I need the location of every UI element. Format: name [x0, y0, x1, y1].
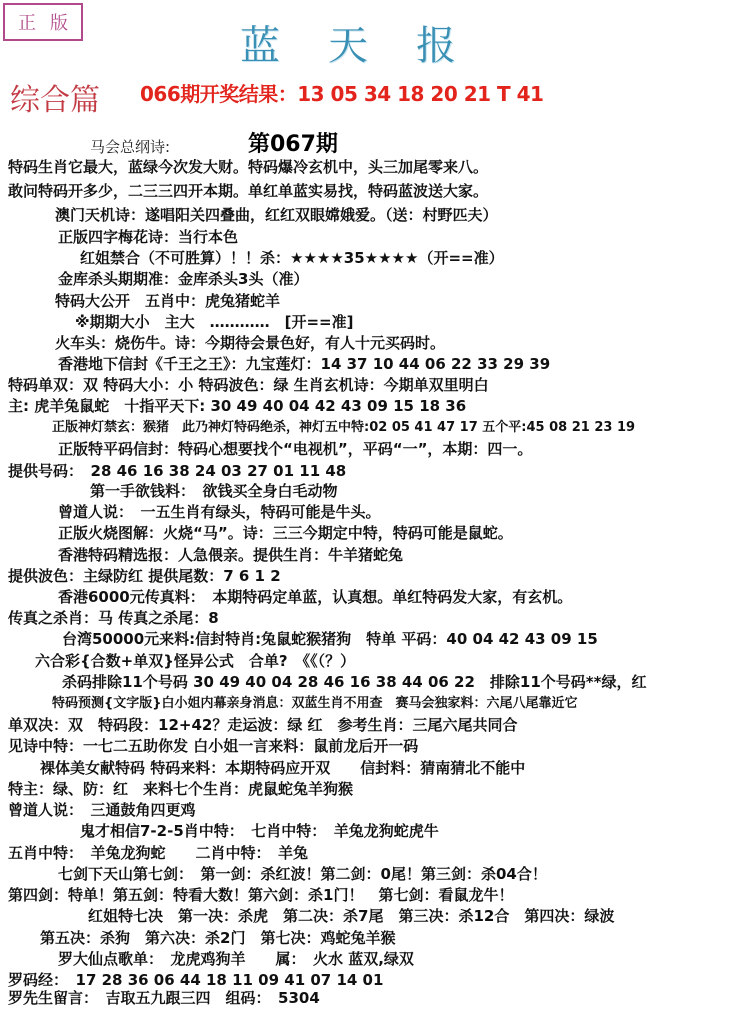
line: 特码大公开 五肖中：虎兔猪蛇羊 — [55, 292, 281, 310]
line: 红姐禁合（不可胜算）！！杀：★★★★35★★★★（开==准） — [80, 249, 504, 267]
line: 红姐特七决 第一决：杀虎 第二决：杀7尾 第三决：杀12合 第四决：绿波 — [88, 907, 615, 925]
line: 曾道人说： 三通鼓角四更鸡 — [8, 801, 196, 819]
line: 见诗中特：一七二五助你发 白小姐一言来料：鼠前龙后开一码 — [8, 737, 419, 755]
line: ※期期大小 主大 ………… [开==准] — [75, 313, 354, 331]
line: 第一手欲钱料： 欲钱买全身白毛动物 — [90, 482, 338, 500]
line: 正版火烧图解：火烧“马”。诗：三三今期定中特，特码可能是鼠蛇。 — [58, 524, 513, 542]
line: 特码预测{文字版}白小姐内幕亲身消息：双蓝生肖不用查 赛马会独家料：六尾八尾靠近它 — [52, 696, 578, 711]
line: 提供号码： 28 46 16 38 24 03 27 01 11 48 — [8, 462, 347, 480]
line: 提供波色：主绿防红 提供尾数：7 6 1 2 — [8, 567, 281, 585]
line: 特主：绿、防：红 来料七个生肖：虎鼠蛇兔羊狗猴 — [8, 780, 354, 798]
line: 裸体美女献特码 特码来料：本期特码应开双 信封料：猜南猜北不能中 — [40, 759, 526, 777]
line: 杀码排除11个号码 30 49 40 04 28 46 16 38 44 06 22 排除11个号码**绿，红 — [62, 673, 647, 691]
line: 香港特码精选报：人急偎亲。提供生肖：牛羊猪蛇兔 — [58, 546, 404, 564]
line: 敢问特码开多少，二三三四开本期。单红单蓝实易找，特码蓝波送大家。 — [8, 182, 489, 200]
line: 单双决：双 特码段：12+42？走运波：绿 红 参考生肖：三尾六尾共同合 — [8, 716, 518, 734]
line: 罗先生留言： 吉取五九跟三四 组码： 5304 — [8, 989, 320, 1007]
page-title: 蓝天报 — [240, 23, 504, 69]
line: 台湾50000元来料:信封特肖:兔鼠蛇猴猪狗 特单 平码：40 04 42 43 09 15 — [62, 630, 598, 648]
line: 第五决：杀狗 第六决：杀2门 第七决：鸡蛇兔羊猴 — [40, 929, 396, 947]
draw-result: 066期开奖结果：13 05 34 18 20 21 T 41 — [140, 82, 544, 106]
line: 澳门天机诗：遂唱阳关四叠曲，红红双眼嫦娥爱。（送：村野匹夫） — [55, 206, 498, 224]
line: 特码生肖它最大，蓝绿今次发大财。特码爆冷玄机中，头三加尾零来八。 — [8, 158, 489, 176]
line: 五肖中特： 羊兔龙狗蛇 二肖中特： 羊兔 — [8, 844, 309, 862]
line: 鬼才相信7-2-5肖中特： 七肖中特： 羊兔龙狗蛇虎牛 — [80, 822, 439, 840]
authentic-badge: 正版 — [3, 3, 83, 41]
line: 罗大仙点歌单： 龙虎鸡狗羊 属： 火水 蓝双,绿双 — [58, 950, 414, 968]
line: 香港6000元传真料： 本期特码定单蓝，认真想。单红特码发大家，有玄机。 — [58, 588, 573, 606]
line: 传真之杀肖：马 传真之杀尾：8 — [8, 609, 219, 627]
line: 正版四字梅花诗：当行本色 — [58, 228, 239, 246]
issue-number: 第067期 — [248, 132, 338, 157]
line: 罗码经： 17 28 36 06 44 18 11 09 41 07 14 01 — [8, 971, 384, 989]
line: 正版特平码信封：特码心想要找个“电视机”，平码“一”，本期：四一。 — [58, 440, 533, 458]
line: 正版神灯禁玄：猴猪 此乃神灯特码绝杀，神灯五中特:02 05 41 47 17 五个平:45 08 21 23 19 — [52, 420, 636, 435]
line: 金库杀头期期准：金库杀头3头（准） — [58, 270, 309, 288]
line: 主: 虎羊兔鼠蛇 十指平天下: 30 49 40 04 42 43 09 15 18 36 — [8, 397, 467, 415]
line: 火车头：烧伤牛。诗：今期待会景色好，有人十元买码时。 — [55, 334, 446, 352]
line: 特码单双：双 特码大小：小 特码波色：绿 生肖玄机诗：今期单双里明白 — [8, 376, 489, 394]
line: 第四剑：特单！第五剑：特看大数！第六剑：杀1门！ 第七剑：看鼠龙牛！ — [8, 886, 514, 904]
line: 香港地下信封《千王之王》：九宝莲灯：14 37 10 44 06 22 33 29 39 — [58, 355, 551, 373]
line: 七剑下天山第七剑： 第一剑：杀红波！第二剑：0尾！第三剑：杀04合！ — [58, 865, 547, 883]
line: 曾道人说： 一五生肖有绿头，特码可能是牛头。 — [58, 503, 381, 521]
section-title: 综合篇 — [10, 83, 100, 118]
line: 马会总纲诗: — [90, 138, 171, 156]
line: 六合彩{合数+单双}怪异公式 合单? 《《（？） — [35, 652, 356, 670]
